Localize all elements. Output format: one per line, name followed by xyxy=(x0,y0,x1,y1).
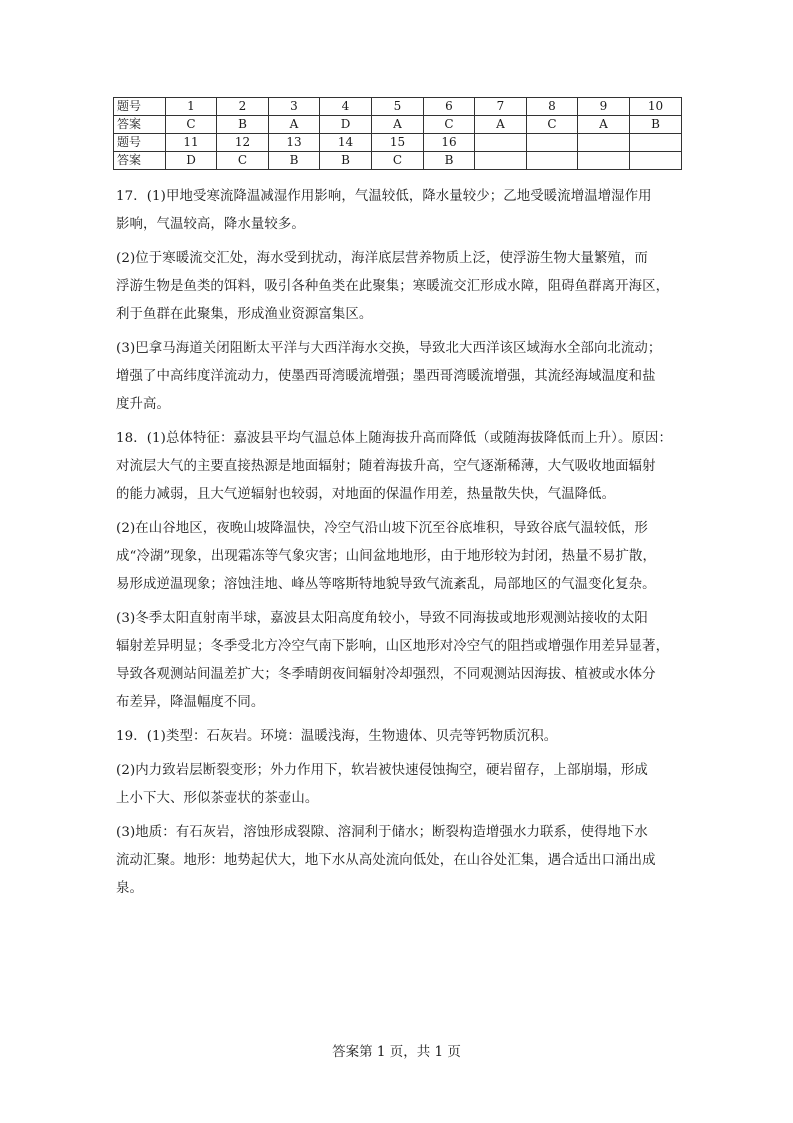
table-row-header: 答案 xyxy=(114,152,166,170)
table-cell: 8 xyxy=(527,98,578,116)
table-cell xyxy=(578,152,630,170)
table-cell xyxy=(630,152,682,170)
answer-line: 易形成逆温现象；溶蚀洼地、峰丛等喀斯特地貌导致气流紊乱，局部地区的气温变化复杂。 xyxy=(116,577,656,592)
table-cell: 16 xyxy=(424,134,475,152)
answer-line: 浮游生物是鱼类的饵料，吸引各种鱼类在此聚集；寒暖流交汇形成水障，阻碍鱼群离开海区， xyxy=(116,279,670,294)
table-cell: 15 xyxy=(372,134,424,152)
table-cell: 10 xyxy=(630,98,682,116)
answer-line: 的能力减弱，且大气逆辐射也较弱，对地面的保温作用差，热量散失快，气温降低。 xyxy=(116,487,616,502)
answer-line: 增强了中高纬度洋流动力，使墨西哥湾暖流增强；墨西哥湾暖流增强，其流经海域温度和盐 xyxy=(116,369,656,384)
answer-key-table xyxy=(113,97,682,170)
answer-line: 19．(1)类型：石灰岩。环境：温暖浅海，生物遗体、贝壳等钙物质沉积。 xyxy=(116,729,558,744)
answer-paragraph xyxy=(116,245,686,329)
table-row xyxy=(114,116,682,134)
answer-line: (2)内力致岩层断裂变形；外力作用下，软岩被快速侵蚀掏空，硬岩留存，上部崩塌，形成 xyxy=(116,763,648,778)
table-cell xyxy=(527,134,578,152)
table-cell: 7 xyxy=(475,98,527,116)
table-row-header: 答案 xyxy=(114,116,166,134)
table-cell: 2 xyxy=(217,98,269,116)
answer-line: 流动汇聚。地形：地势起伏大，地下水从高处流向低处，在山谷处汇集，遇合适出口涌出成 xyxy=(116,853,656,868)
answer-line: 导致各观测站间温差扩大；冬季晴朗夜间辐射冷却强烈，不同观测站因海拔、植被或水体分 xyxy=(116,667,656,682)
table-cell: 9 xyxy=(578,98,630,116)
table-cell: 6 xyxy=(424,98,475,116)
answer-line: 18．(1)总体特征：嘉波县平均气温总体上随海拔升高而降低（或随海拔降低而上升）。原因： xyxy=(116,431,672,446)
answer-content xyxy=(116,183,686,909)
answer-line: 泉。 xyxy=(116,881,143,896)
table-cell: A xyxy=(269,116,320,134)
table-row-header: 题号 xyxy=(114,134,166,152)
answer-paragraph xyxy=(116,723,686,751)
answer-line: 上小下大、形似茶壶状的茶壶山。 xyxy=(116,791,319,806)
answer-line: (2)位于寒暖流交汇处，海水受到扰动，海洋底层营养物质上泛，使浮游生物大量繁殖，而 xyxy=(116,251,648,266)
answer-line: 辐射差异明显；冬季受北方冷空气南下影响，山区地形对冷空气的阻挡或增强作用差异显著， xyxy=(116,639,670,654)
table-cell xyxy=(578,134,630,152)
answer-line: (3)巴拿马海道关闭阻断太平洋与大西洋海水交换，导致北大西洋该区域海水全部向北流动； xyxy=(116,341,662,356)
answer-paragraph xyxy=(116,757,686,813)
answer-line: 成“冷湖”现象，出现霜冻等气象灾害；山间盆地地形，由于地形较为封闭，热量不易扩散， xyxy=(116,549,657,564)
table-row-header: 题号 xyxy=(114,98,166,116)
table-cell: 12 xyxy=(217,134,269,152)
table-cell: 3 xyxy=(269,98,320,116)
answer-paragraph xyxy=(116,819,686,903)
answer-line: 对流层大气的主要直接热源是地面辐射；随着海拔升高，空气逐渐稀薄，大气吸收地面辐射 xyxy=(116,459,656,474)
table-row xyxy=(114,134,682,152)
answer-line: 利于鱼群在此聚集，形成渔业资源富集区。 xyxy=(116,307,373,322)
table-cell: B xyxy=(424,152,475,170)
answer-line: 度升高。 xyxy=(116,397,170,412)
answer-line: 布差异，降温幅度不同。 xyxy=(116,695,265,710)
table-cell: C xyxy=(217,152,269,170)
table-cell: C xyxy=(372,152,424,170)
table-row xyxy=(114,98,682,116)
table-cell: 1 xyxy=(166,98,217,116)
table-cell: C xyxy=(166,116,217,134)
table-cell: 14 xyxy=(320,134,372,152)
table-cell: B xyxy=(630,116,682,134)
table-cell: A xyxy=(578,116,630,134)
answer-paragraph xyxy=(116,183,686,239)
answer-paragraph xyxy=(116,335,686,419)
table-cell: B xyxy=(269,152,320,170)
table-cell xyxy=(630,134,682,152)
table-cell: A xyxy=(372,116,424,134)
table-cell xyxy=(527,152,578,170)
answer-line: (3)地质：有石灰岩，溶蚀形成裂隙、溶洞利于储水；断裂构造增强水力联系，使得地下水 xyxy=(116,825,648,840)
table-cell: 4 xyxy=(320,98,372,116)
answer-line: (2)在山谷地区，夜晚山坡降温快，冷空气沿山坡下沉至谷底堆积，导致谷底气温较低，形 xyxy=(116,521,648,536)
answer-paragraph xyxy=(116,425,686,509)
table-cell: B xyxy=(217,116,269,134)
table-cell: 13 xyxy=(269,134,320,152)
table-cell: A xyxy=(475,116,527,134)
answer-line: 影响，气温较高，降水量较多。 xyxy=(116,217,305,232)
answer-line: (3)冬季太阳直射南半球，嘉波县太阳高度角较小，导致不同海拔或地形观测站接收的太阳 xyxy=(116,611,648,626)
answer-line: 17．(1)甲地受寒流降温减湿作用影响，气温较低，降水量较少；乙地受暖流增温增湿作用 xyxy=(116,189,652,204)
answer-paragraph xyxy=(116,605,686,717)
table-row xyxy=(114,152,682,170)
table-cell: D xyxy=(166,152,217,170)
page-footer: 答案第 1 页，共 1 页 xyxy=(332,1044,461,1060)
table-cell: 11 xyxy=(166,134,217,152)
table-cell: B xyxy=(320,152,372,170)
table-cell: D xyxy=(320,116,372,134)
answer-paragraph xyxy=(116,515,686,599)
table-cell: 5 xyxy=(372,98,424,116)
table-cell xyxy=(475,152,527,170)
table-cell: C xyxy=(527,116,578,134)
table-cell: C xyxy=(424,116,475,134)
table-cell xyxy=(475,134,527,152)
